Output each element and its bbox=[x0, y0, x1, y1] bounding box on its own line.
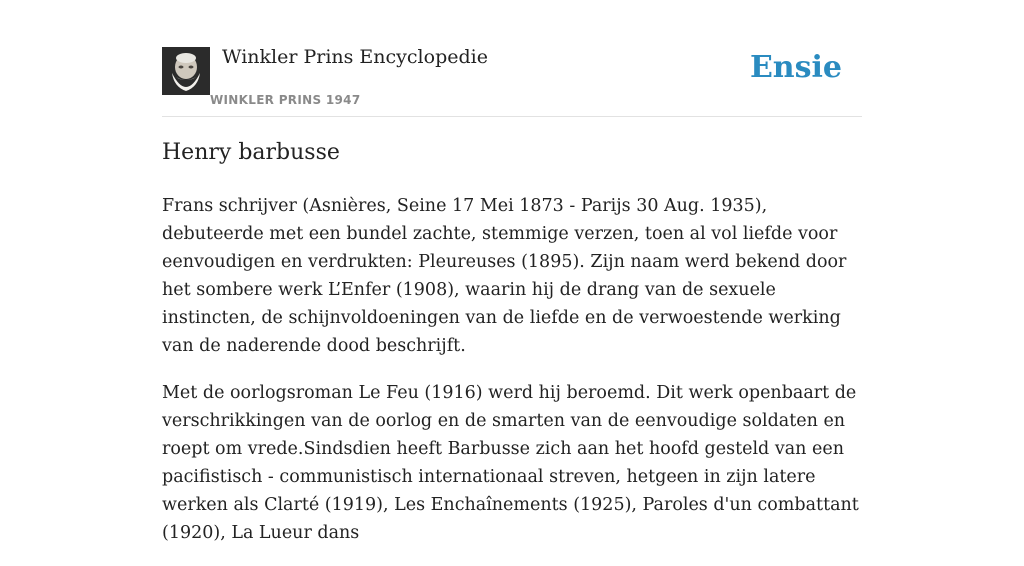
bearded-man-portrait-icon bbox=[162, 47, 210, 95]
site-header bbox=[162, 46, 862, 117]
article-body bbox=[162, 192, 862, 566]
site-title[interactable]: Winkler Prins Encyclopedie bbox=[222, 46, 488, 68]
edition-label[interactable]: WINKLER PRINS 1947 bbox=[210, 93, 361, 107]
author-avatar bbox=[162, 47, 210, 95]
article-paragraph: Met de oorlogsroman Le Feu (1916) werd hij beroemd. Dit werk openbaart de verschrikkingen van de oorlog en de smarten van de eenvoudige soldaten en roept om vrede.Sindsdien heeft Barbusse zich aan het hoofd gesteld van een pacifistisch - communistisch internationaal streven, hetgeen in zijn latere werken als Clarté (1919), Les Enchaînements (1925), Paroles d'un combattant (1920), La Lueur dans bbox=[162, 383, 859, 543]
article-title: Henry barbusse bbox=[162, 140, 340, 165]
article-paragraph: Frans schrijver (Asnières, Seine 17 Mei 1873 - Parijs 30 Aug. 1935), debuteerde met een bundel zachte, stemmige verzen, toen al vol liefde voor eenvoudigen en verdrukten: Pleureuses (1895). Zijn naam werd bekend door het sombere werk L’Enfer (1908), waarin hij de drang van de sexuele instincten, de schijnvoldoeningen van de liefde en de verwoestende werking van de naderende dood beschrijft. bbox=[162, 196, 847, 356]
ensie-logo[interactable]: Ensie bbox=[749, 50, 842, 85]
